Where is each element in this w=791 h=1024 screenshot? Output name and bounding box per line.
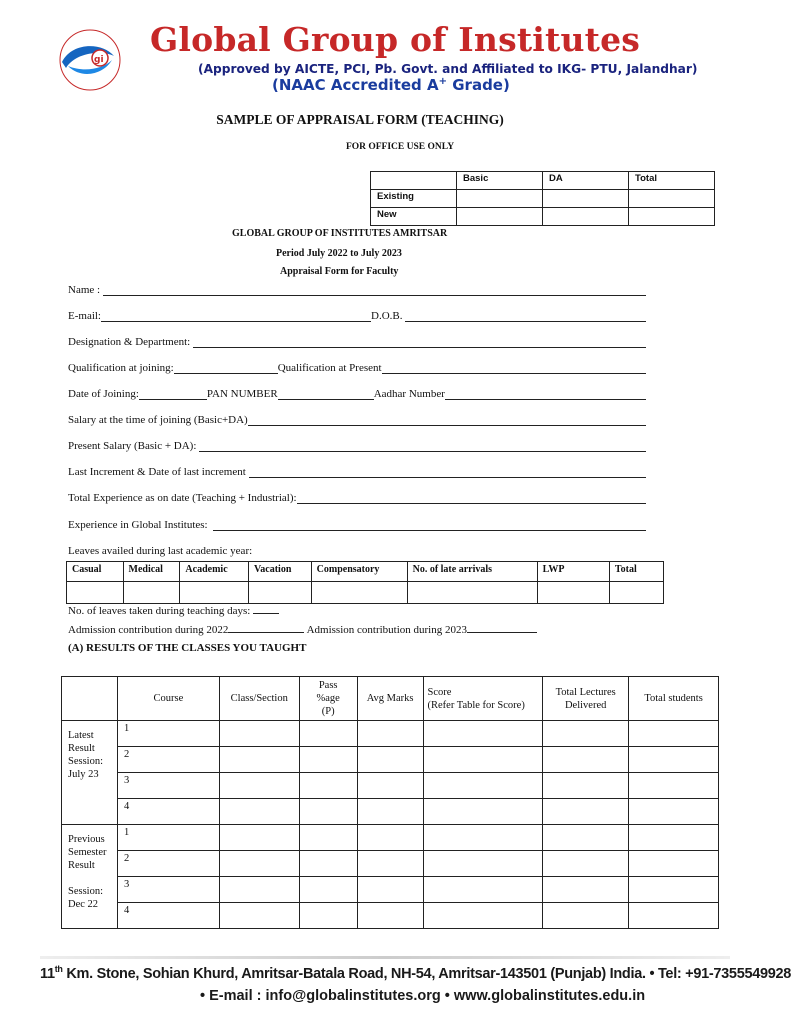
row-number: 2 — [117, 747, 219, 773]
qualification-row — [68, 360, 646, 374]
salary-header-basic: Basic — [457, 172, 543, 190]
footer-address-line — [40, 964, 791, 982]
admission-2023-field[interactable] — [467, 623, 537, 633]
salary-cell[interactable] — [629, 208, 715, 226]
result-cell[interactable] — [423, 773, 543, 799]
letterhead-footer — [40, 956, 791, 1012]
leaves-label: Leaves availed during last academic year: — [68, 545, 253, 557]
last-increment-label: Last Increment & Date of last increment — [68, 466, 246, 478]
name-field[interactable] — [103, 285, 646, 296]
admission-2022-field[interactable] — [228, 623, 304, 633]
row-number: 3 — [117, 877, 219, 903]
pan-field[interactable] — [278, 389, 374, 400]
row-number: 1 — [117, 721, 219, 747]
doj-field[interactable] — [139, 389, 207, 400]
qual-present-field[interactable] — [382, 363, 646, 374]
result-cell[interactable] — [629, 877, 719, 903]
result-cell[interactable] — [543, 851, 629, 877]
results-header-course: Course — [117, 677, 219, 721]
global-experience-field[interactable] — [213, 520, 646, 531]
result-cell[interactable] — [543, 721, 629, 747]
result-cell[interactable] — [423, 799, 543, 825]
result-cell[interactable] — [629, 799, 719, 825]
leave-header-casual: Casual — [67, 562, 124, 582]
leave-cell[interactable] — [67, 582, 124, 604]
result-cell[interactable] — [423, 877, 543, 903]
designation-row — [68, 334, 646, 348]
leave-header-academic: Academic — [180, 562, 249, 582]
result-cell[interactable] — [219, 799, 299, 825]
doj-label: Date of Joining: — [68, 388, 139, 400]
salary-cell[interactable] — [629, 190, 715, 208]
svg-text:gi: gi — [94, 55, 104, 65]
institute-logo — [42, 22, 142, 94]
results-header-students: Total students — [629, 677, 719, 721]
footer-contact-line — [200, 988, 645, 1004]
row-number: 3 — [117, 773, 219, 799]
form-title: SAMPLE OF APPRAISAL FORM (TEACHING) — [216, 112, 504, 127]
results-header-lectures: Total Lectures Delivered — [543, 677, 629, 721]
row-number: 4 — [117, 799, 219, 825]
result-cell[interactable] — [629, 825, 719, 851]
row-number: 2 — [117, 851, 219, 877]
dob-field[interactable] — [405, 311, 646, 322]
salary-joining-field[interactable] — [248, 415, 646, 426]
total-experience-row — [68, 490, 646, 504]
leave-cell[interactable] — [609, 582, 663, 604]
result-cell[interactable] — [357, 903, 423, 929]
leave-header-vacation: Vacation — [248, 562, 311, 582]
result-cell[interactable] — [357, 721, 423, 747]
result-cell[interactable] — [299, 721, 357, 747]
pan-label: PAN NUMBER — [206, 388, 278, 400]
period-heading: Period July 2022 to July 2023 — [276, 248, 402, 259]
results-header-pass: Pass %age (P) — [299, 677, 357, 721]
result-cell[interactable] — [357, 773, 423, 799]
result-cell[interactable] — [543, 799, 629, 825]
appraisal-heading: Appraisal Form for Faculty — [280, 266, 399, 277]
result-cell[interactable] — [219, 877, 299, 903]
designation-label: Designation & Department: — [68, 336, 191, 348]
teaching-leaves-field[interactable] — [253, 604, 279, 614]
leave-cell[interactable] — [537, 582, 609, 604]
footer-address: 11th Km. Stone, Sohian Khurd, Amritsar-Batala Road, NH-54, Amritsar-143501 (Punjab) India. — [40, 964, 646, 982]
qual-joining-field[interactable] — [174, 363, 278, 374]
row-number: 1 — [117, 825, 219, 851]
result-cell[interactable] — [423, 851, 543, 877]
result-cell[interactable] — [299, 773, 357, 799]
present-salary-row — [68, 438, 646, 452]
result-cell[interactable] — [543, 903, 629, 929]
qual-joining-label: Qualification at joining: — [68, 362, 174, 374]
result-cell[interactable] — [543, 747, 629, 773]
results-header-class: Class/Section — [219, 677, 299, 721]
result-cell[interactable] — [423, 721, 543, 747]
salary-joining-row — [68, 412, 646, 426]
salary-cell[interactable] — [457, 208, 543, 226]
global-experience-label: Experience in Global Institutes: — [68, 519, 208, 531]
email-field[interactable] — [101, 311, 371, 322]
result-cell[interactable] — [219, 747, 299, 773]
result-cell[interactable] — [219, 903, 299, 929]
email-label: E-mail: — [68, 310, 101, 322]
results-header-blank — [62, 677, 118, 721]
naac-accreditation: (NAAC Accredited A+ Grade) — [272, 76, 510, 94]
salary-header-total: Total — [629, 172, 715, 190]
salary-table — [370, 171, 715, 226]
global-experience-row — [68, 517, 646, 531]
salary-cell[interactable] — [457, 190, 543, 208]
result-cell[interactable] — [629, 747, 719, 773]
letterhead — [40, 18, 730, 100]
result-cell[interactable] — [299, 799, 357, 825]
admission-2023-label: Admission contribution during 2023 — [306, 624, 467, 636]
leave-header-late-arrivals: No. of late arrivals — [407, 562, 537, 582]
results-header-avg: Avg Marks — [357, 677, 423, 721]
row-number: 4 — [117, 903, 219, 929]
result-cell[interactable] — [357, 877, 423, 903]
office-use-label: FOR OFFICE USE ONLY — [345, 142, 455, 152]
designation-field[interactable] — [193, 337, 646, 348]
last-increment-row — [68, 464, 646, 478]
teaching-leaves-label: No. of leaves taken during teaching days: — [68, 605, 251, 617]
salary-cell[interactable] — [543, 190, 629, 208]
result-cell[interactable] — [543, 877, 629, 903]
salary-row-new: New — [371, 208, 457, 226]
admission-row — [68, 623, 537, 636]
result-cell[interactable] — [357, 799, 423, 825]
results-table — [61, 676, 719, 929]
footer-tel: • Tel: +91-7355549928 — [649, 965, 791, 982]
footer-email: • E-mail : info@globalinstitutes.org — [200, 988, 441, 1004]
leave-cell[interactable] — [311, 582, 407, 604]
teaching-leaves-row — [68, 604, 279, 617]
result-cell[interactable] — [357, 851, 423, 877]
result-cell[interactable] — [299, 851, 357, 877]
result-cell[interactable] — [219, 773, 299, 799]
result-cell[interactable] — [423, 747, 543, 773]
result-cell[interactable] — [543, 825, 629, 851]
joining-row — [68, 386, 646, 400]
leave-cell[interactable] — [407, 582, 537, 604]
result-cell[interactable] — [219, 721, 299, 747]
aadhar-label: Aadhar Number — [373, 388, 445, 400]
latest-session-label: Latest Result Session: July 23 — [62, 721, 118, 825]
leave-header-medical: Medical — [123, 562, 180, 582]
result-cell[interactable] — [629, 903, 719, 929]
qual-present-label: Qualification at Present — [277, 362, 382, 374]
result-cell[interactable] — [219, 825, 299, 851]
salary-joining-label: Salary at the time of joining (Basic+DA) — [68, 414, 248, 426]
result-cell[interactable] — [299, 747, 357, 773]
previous-session-label: Previous Semester Result Session: Dec 22 — [62, 825, 118, 929]
institute-name: Global Group of Institutes — [150, 20, 641, 59]
total-experience-label: Total Experience as on date (Teaching + Industrial): — [68, 492, 297, 504]
result-cell[interactable] — [423, 903, 543, 929]
leave-cell[interactable] — [180, 582, 249, 604]
approval-line: (Approved by AICTE, PCI, Pb. Govt. and Affiliated to IKG- PTU, Jalandhar) — [198, 62, 698, 76]
section-a-heading: (A) RESULTS OF THE CLASSES YOU TAUGHT — [68, 642, 307, 654]
salary-row-existing: Existing — [371, 190, 457, 208]
admission-2022-label: Admission contribution during 2022 — [68, 624, 229, 636]
result-cell[interactable] — [629, 851, 719, 877]
aadhar-field[interactable] — [445, 389, 646, 400]
email-row — [68, 308, 646, 322]
result-cell[interactable] — [629, 773, 719, 799]
leave-cell[interactable] — [123, 582, 180, 604]
leave-cell[interactable] — [248, 582, 311, 604]
present-salary-field[interactable] — [199, 441, 646, 452]
result-cell[interactable] — [299, 877, 357, 903]
last-increment-field[interactable] — [249, 467, 646, 478]
result-cell[interactable] — [357, 825, 423, 851]
result-cell[interactable] — [543, 773, 629, 799]
salary-header-da: DA — [543, 172, 629, 190]
name-row — [68, 282, 646, 296]
result-cell[interactable] — [299, 825, 357, 851]
result-cell[interactable] — [357, 747, 423, 773]
total-experience-field[interactable] — [297, 493, 646, 504]
result-cell[interactable] — [423, 825, 543, 851]
footer-divider — [40, 956, 730, 959]
leaves-table — [66, 561, 664, 604]
org-heading: GLOBAL GROUP OF INSTITUTES AMRITSAR — [232, 228, 448, 239]
result-cell[interactable] — [629, 721, 719, 747]
results-header-score: Score (Refer Table for Score) — [423, 677, 543, 721]
name-label: Name : — [68, 284, 101, 296]
leave-header-total: Total — [609, 562, 663, 582]
leave-header-lwp: LWP — [537, 562, 609, 582]
result-cell[interactable] — [219, 851, 299, 877]
salary-cell[interactable] — [543, 208, 629, 226]
dob-label: D.O.B. — [371, 310, 403, 322]
present-salary-label: Present Salary (Basic + DA): — [68, 440, 197, 452]
leave-header-compensatory: Compensatory — [311, 562, 407, 582]
result-cell[interactable] — [299, 903, 357, 929]
footer-web: • www.globalinstitutes.edu.in — [444, 988, 646, 1004]
